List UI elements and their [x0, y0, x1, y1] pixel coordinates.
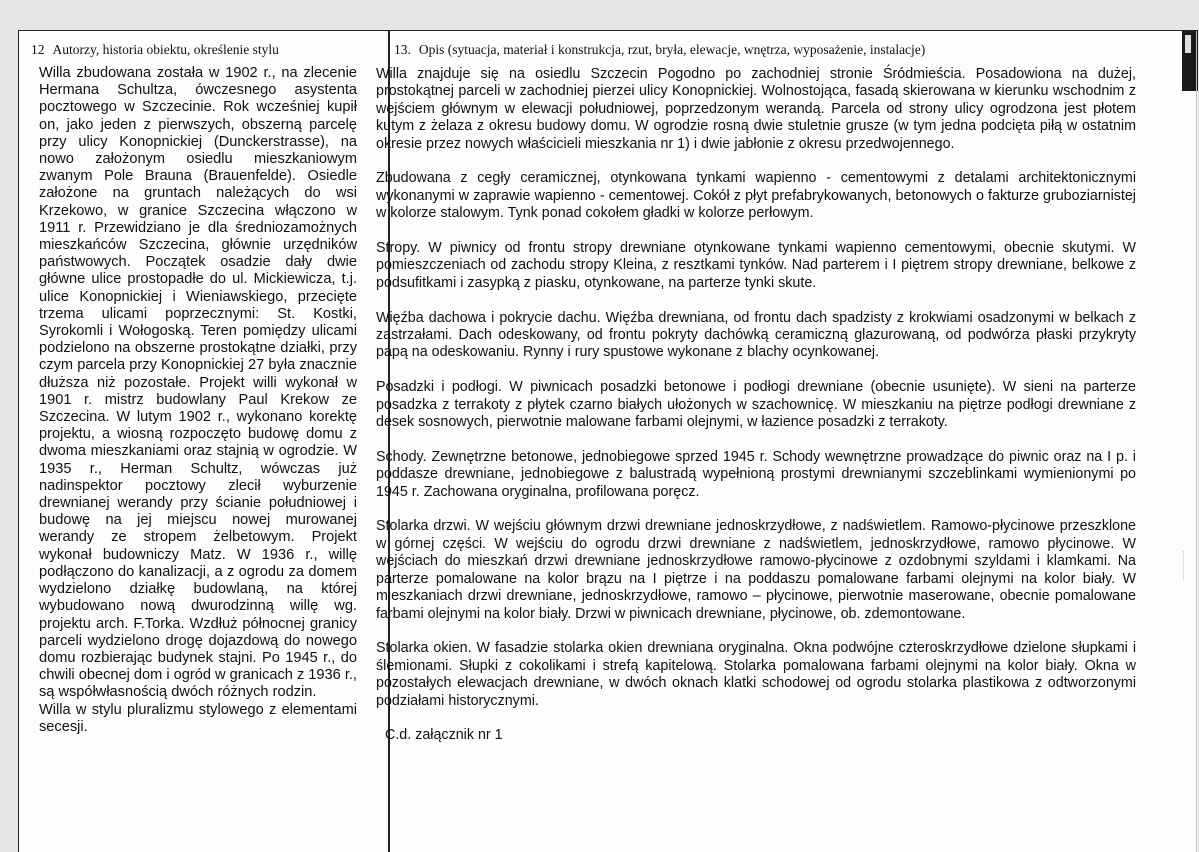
description-paragraph-doors: Stolarka drzwi. W wejściu głównym drzwi drewniane jednoskrzydłowe, z nadświetlem. Ramowo-płycinowe przeszklone w górnej części. W wejściu do ogrodu drzwi drewniane z nadświetlem, jednoskrzydłowe, ramowo płycinowe. W wejściach do mieszkań drzwi drewniane jednoskrzydłowe ramowo-płycinowe z ozdobnymi szyldami i klamkami. Na parterze pomalowane na kolor brązu na I piętrze i na poddaszu pomalowane farbami olejnymi na kolor biały. W mieszkaniach drzwi drewniane, jednoskrzydłowe, ramowo – płycinowe, pierwotnie maserowane, obecnie pomalowane farbami olejnymi na kolor biały. Drzwi w piwnicach drewniane, płycinowe, ob. zdemontowane. — [376, 518, 1136, 622]
history-text-block — [39, 65, 357, 736]
style-paragraph: Willa w stylu pluralizmu stylowego z elementami secesji. — [39, 701, 357, 735]
continuation-note: C.d. załącznik nr 1 — [385, 727, 503, 744]
page-right-edge — [1196, 31, 1197, 852]
section-13-number: 13. — [394, 42, 411, 57]
section-12-header — [31, 42, 279, 58]
description-paragraph-materials: Zbudowana z cegły ceramicznej, otynkowana tynkami wapienno - cementowymi z detalami architektonicznymi wykonanymi w zaprawie wapienno - cementowej. Cokół z płyt prefabrykowanych, betonowych o fakturze gruboziarnistej w kolorze stalowym. Tynk ponad cokołem gładki w kolorze perłowym. — [376, 170, 1136, 222]
description-paragraph-ceilings: Stropy. W piwnicy od frontu stropy drewniane otynkowane tynkami wapienno cementowymi, obecnie skutymi. W pomieszczeniach od zachodu stropy Kleina, z resztkami tynków. Nad parterem i I piętrem stropy drewniane, belkowe z podsufitkami i zasypką z piasku, otynkowane, na parterze tynki skute. — [376, 240, 1136, 291]
description-paragraph-roof: Więźba dachowa i pokrycie dachu. Więźba drewniana, od frontu dach spadzisty z krokwiami osadzonymi w belkach z zastrzałami. Dach odeskowany, od frontu pokryty dachówką ceramiczną glazurowaną, od podwórza płaski przykryty papą na odeskowaniu. Rynny i rury spustowe wykonane z blachy ocynkowanej. — [376, 309, 1136, 361]
description-text-block — [376, 66, 1136, 745]
document-page — [18, 30, 1198, 852]
description-paragraph-location: Willa znajduje się na osiedlu Szczecin Pogodno po zachodniej stronie Śródmieścia. Posadowiona na dużej, prostokątnej parceli w zachodniej pierzei ulicy Konopnickiej. Wolnostojąca, fasadą skierowana w kierunku wschodnim z wejściem głównym w elewacji południowej, poprzedzonym werandą. Parcela od strony ulicy ogrodzona jest płotem kutym z żelaza z okresu budowy domu. W ogrodzie rosną dwie stuletnie grusze (w tym jedna podcięta piłą w ostatnim okresie przez nowych właścicieli mieszkania nr 1) i dwie jabłonie z okresu przedwojennego. — [376, 66, 1136, 152]
section-13-header — [394, 42, 925, 58]
section-12-number: 12 — [31, 42, 45, 57]
description-paragraph-windows: Stolarka okien. W fasadzie stolarka okien drewniana oryginalna. Okna podwójne czteroskrzydłowe dzielone słupkami i ślemionami. Słupki z cokolikami i strefą kapitelową. Stolarka pomalowana farbami olejnymi na kolor biały. Okna w pozostałych elewacjach drewniane, w dwóch oknach klatki schodowej od ogrodu stolarka plastikowa z odtworzonymi podziałami historycznymi. — [376, 640, 1136, 709]
section-13-title: Opis (sytuacja, materiał i konstrukcja, rzut, bryła, elewacje, wnętrza, wyposażenie, instalacje) — [418, 42, 926, 57]
scan-artifact — [1183, 551, 1194, 581]
section-12-title: Autorzy, historia obiektu, określenie stylu — [52, 42, 279, 57]
description-paragraph-stairs: Schody. Zewnętrzne betonowe, jednobiegowe sprzed 1945 r. Schody wewnętrzne prowadzące do piwnic oraz na I p. i poddasze drewniane, jednobiegowe z balustradą wypełnioną prostymi drewnianymi szczeblinkami wymienionymi po 1945 r. Zachowana oryginalna, profilowana poręcz. — [376, 448, 1136, 500]
description-paragraph-floors: Posadzki i podłogi. W piwnicach posadzki betonowe i podłogi drewniane (obecnie usunięte). W sieni na parterze posadzka z terrakoty z płytek czarno białych ułożonych w szachownicę. W mieszkaniu na piętrze podłogi drewniane z desek sosnowych, pierwotnie malowane farbami olejnymi, w łazience posadzki z terrakoty. — [376, 379, 1136, 431]
history-paragraph: Willa zbudowana została w 1902 r., na zlecenie Hermana Schultza, ówczesnego asystenta pocztowego w Szczecinie. Rok wcześniej kupił on, jako jeden z pierwszych, obszerną parcelę przy ulicy Konopnickiej (Dunckerstrasse), na nowo założonym osiedlu mieszkaniowym zwanym Pole Brauna (Brauenfelde). Osiedle założone na gruntach należących do wsi Krzekowo, w granice Szczecina włączono w 1911 r. Przewidziano je dla średniozamożnych mieszkańców Szczecina, głównie urzędników państwowych. Początek osadzie dały dwie główne ulice prostopadłe do ul. Mickiewicza, t.j. ulice Konopnickiej i Wieniawskiego, przecięte trzema ulicami poprzecznymi: St. Kostki, Syrokomli i Wołogoską. Teren pomiędzy ulicami podzielono na obszerne prostokątne działki, przy czym parcela przy Konopnickiej 27 była znacznie dłuższa niż pozostałe. Projekt willi wykonał w 1901 r. mistrz budowlany Paul Krekow ze Szczecina. W lutym 1902 r., wykonano korektę projektu, a wiosną rozpoczęto budowę domu z dwoma mieszkaniami oraz stajnią w ogrodzie. W 1935 r., Herman Schultz, wówczas już nadinspektor pocztowy zlecił wyburzenie drewnianej werandy przy ścianie południowej i budowę na jej miejscu nowej murowanej werandy ze stropem żelbetowym. Projekt wykonał budowniczy Matz. W 1936 r., willę podłączono do kanalizacji, a z ogrodu za domem wydzielono działkę budowlaną, na której wybudowano nową dwurodzinną willę wg. projektu arch. F.Torka. Wzdłuż północnej granicy parceli wydzielono drogę dojazdową do nowego domu rozbierając budynek stajni. Po 1945 r., do chwili obecnej dom i ogród w granicach z 1936 r., są współwłasnością dwóch różnych rodzin. — [39, 65, 357, 701]
